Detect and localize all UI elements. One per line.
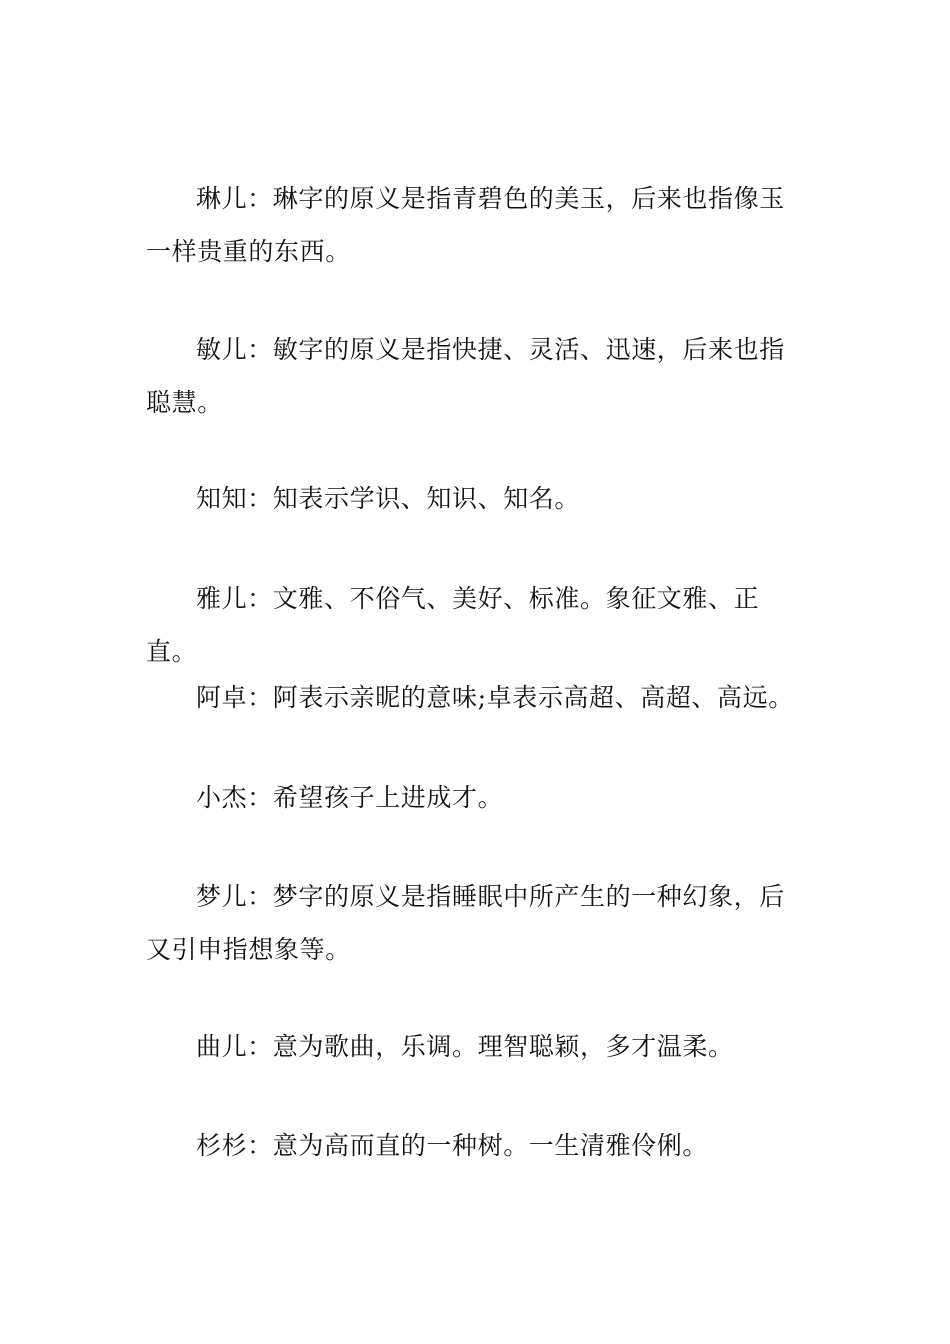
name-entry-shanshan: 杉杉：意为高而直的一种树。一生清雅伶俐。 [196, 1131, 709, 1160]
name-entry-zhizhi: 知知：知表示学识、知识、知名。 [196, 484, 581, 513]
name-entry-azhuo: 阿卓：阿表示亲昵的意味;卓表示高超、高超、高远。 [196, 683, 794, 712]
name-entry-qur: 曲儿：意为歌曲，乐调。理智聪颖，多才温柔。 [196, 1032, 734, 1061]
name-entry-mengr: 梦儿：梦字的原义是指睡眠中所产生的一种幻象，后又引申指想象等。 [146, 882, 785, 964]
name-entry-minr: 敏儿：敏字的原义是指快捷、灵活、迅速，后来也指聪慧。 [146, 335, 785, 417]
name-entry-yar: 雅儿：文雅、不俗气、美好、标准。象征文雅、正直。 [146, 584, 760, 666]
name-entry-linr: 琳儿：琳字的原义是指青碧色的美玉，后来也指像玉一样贵重的东西。 [146, 184, 785, 266]
name-entry-xiaojie: 小杰：希望孩子上进成才。 [196, 783, 504, 812]
